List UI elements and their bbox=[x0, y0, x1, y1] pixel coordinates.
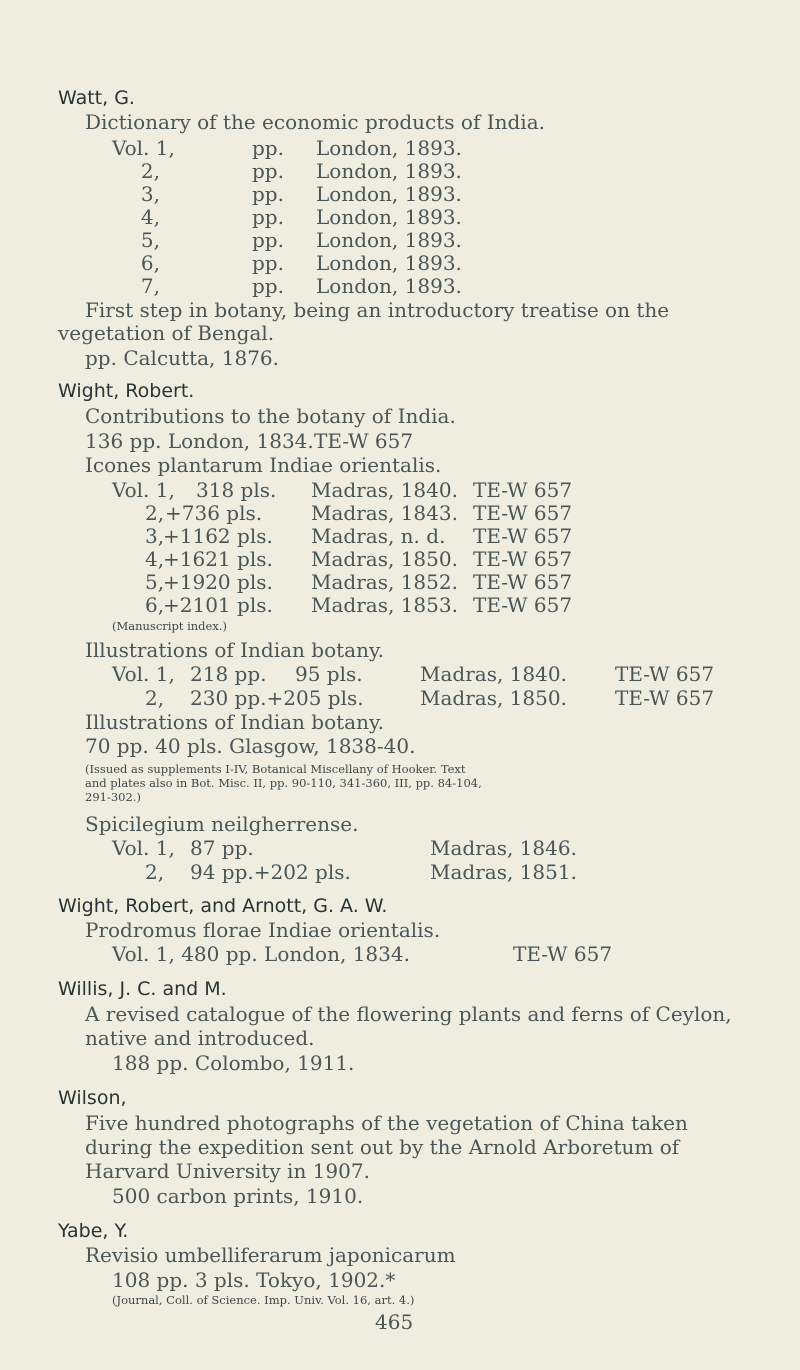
note: (Manuscript index.) bbox=[112, 619, 227, 633]
volume-number: 6, bbox=[145, 593, 165, 617]
entry-title: Illustrations of Indian botany. bbox=[85, 710, 384, 734]
call-number: TE-W 657 bbox=[513, 942, 613, 966]
imprint: pp. Calcutta, 1876. bbox=[85, 346, 279, 370]
plates: +736 pls. bbox=[165, 501, 263, 525]
plates: +1162 pls. bbox=[163, 524, 273, 548]
volume-number: 5, bbox=[145, 570, 165, 594]
plates: +1920 pls. bbox=[163, 570, 273, 594]
call-number: TE-W 657 bbox=[473, 547, 573, 571]
volume-number: 3, bbox=[145, 524, 165, 548]
call-number: TE-W 657 bbox=[473, 501, 573, 525]
pages-label: pp. bbox=[252, 159, 284, 183]
imprint: Madras, 1840. bbox=[311, 478, 458, 502]
call-number: TE-W 657 bbox=[615, 662, 715, 686]
pages-label: pp. bbox=[252, 136, 284, 160]
volume-number: 2, bbox=[145, 686, 165, 710]
volume-number: 5, bbox=[140, 228, 160, 252]
volume-number: 6, bbox=[140, 251, 160, 275]
call-number: TE-W 657 bbox=[473, 478, 573, 502]
entry-title: Icones plantarum Indiae orientalis. bbox=[85, 453, 442, 477]
entry-title-continued: Harvard University in 1907. bbox=[85, 1159, 370, 1183]
entry-title: Contributions to the botany of India. bbox=[85, 404, 456, 428]
pages: 87 pp. bbox=[190, 836, 254, 860]
volume-number: Vol. 1, bbox=[112, 478, 175, 502]
page-number: 465 bbox=[375, 1310, 414, 1334]
volume-number: 2, bbox=[145, 501, 165, 525]
volume-number: 3, bbox=[140, 182, 160, 206]
call-number: TE-W 657 bbox=[473, 524, 573, 548]
pages-label: pp. bbox=[252, 251, 284, 275]
entry-title-continued: during the expedition sent out by the Arnold Arboretum of bbox=[85, 1135, 680, 1159]
plates: 318 pls. bbox=[196, 478, 277, 502]
author-heading: Yabe, Y. bbox=[58, 1220, 129, 1242]
imprint: London, 1893. bbox=[316, 136, 462, 160]
pages-label: pp. bbox=[252, 228, 284, 252]
author-heading: Wight, Robert, and Arnott, G. A. W. bbox=[58, 895, 388, 917]
pages: 218 pp. bbox=[190, 662, 267, 686]
entry-title: Illustrations of Indian botany. bbox=[85, 638, 384, 662]
author-heading: Wilson, bbox=[58, 1087, 127, 1109]
note: (Issued as supplements I-IV, Botanical Miscellany of Hooker. Text bbox=[85, 762, 466, 776]
entry-title: Revisio umbelliferarum japonicarum bbox=[85, 1243, 456, 1267]
volume-number: 4, bbox=[145, 547, 165, 571]
author-heading: Willis, J. C. and M. bbox=[58, 978, 227, 1000]
imprint: 500 carbon prints, 1910. bbox=[112, 1184, 364, 1208]
entry-title: First step in botany, being an introductory treatise on the bbox=[85, 298, 670, 322]
imprint: 70 pp. 40 pls. Glasgow, 1838-40. bbox=[85, 734, 416, 758]
imprint: London, 1893. bbox=[316, 274, 462, 298]
imprint: 136 pp. London, 1834. bbox=[85, 429, 314, 453]
note: (Journal, Coll. of Science. Imp. Univ. Vol. 16, art. 4.) bbox=[112, 1293, 415, 1307]
imprint: London, 1893. bbox=[316, 251, 462, 275]
entry-title-continued: native and introduced. bbox=[85, 1026, 315, 1050]
imprint: Madras, n. d. bbox=[311, 524, 446, 548]
plates: +2101 pls. bbox=[163, 593, 273, 617]
call-number: TE-W 657 bbox=[473, 593, 573, 617]
volume-number: Vol. 1, bbox=[112, 136, 175, 160]
note: and plates also in Bot. Misc. II, pp. 90-110, 341-360, III, pp. 84-104, bbox=[85, 776, 482, 790]
imprint: Madras, 1851. bbox=[430, 860, 577, 884]
pages-label: pp. bbox=[252, 182, 284, 206]
pages: 230 pp.+205 pls. bbox=[190, 686, 364, 710]
imprint: Madras, 1846. bbox=[430, 836, 577, 860]
imprint: Madras, 1850. bbox=[420, 686, 567, 710]
volume-number: 4, bbox=[140, 205, 160, 229]
entry-title: Five hundred photographs of the vegetation of China taken bbox=[85, 1111, 688, 1135]
note: 291-302.) bbox=[85, 790, 141, 804]
author-heading: Wight, Robert. bbox=[58, 380, 195, 402]
entry-title: Spicilegium neilgherrense. bbox=[85, 812, 359, 836]
imprint: Madras, 1850. bbox=[311, 547, 458, 571]
volume-number: 2, bbox=[145, 860, 165, 884]
entry-title-continued: vegetation of Bengal. bbox=[58, 321, 275, 345]
entry-title: A revised catalogue of the flowering plants and ferns of Ceylon, bbox=[85, 1002, 732, 1026]
pages: 94 pp.+202 pls. bbox=[190, 860, 351, 884]
volume-number: 7, bbox=[140, 274, 160, 298]
volume-number: Vol. 1, bbox=[112, 662, 175, 686]
plates: +1621 pls. bbox=[163, 547, 273, 571]
imprint: Madras, 1843. bbox=[311, 501, 458, 525]
imprint: Madras, 1840. bbox=[420, 662, 567, 686]
imprint: London, 1893. bbox=[316, 182, 462, 206]
volume-number: 2, bbox=[140, 159, 160, 183]
author-heading: Watt, G. bbox=[58, 87, 135, 109]
volume-number: Vol. 1, bbox=[112, 836, 175, 860]
imprint: London, 1893. bbox=[316, 228, 462, 252]
call-number: TE-W 657 bbox=[314, 429, 414, 453]
imprint: Madras, 1853. bbox=[311, 593, 458, 617]
plates: 95 pls. bbox=[295, 662, 363, 686]
imprint: Vol. 1, 480 pp. London, 1834. bbox=[112, 942, 410, 966]
pages-label: pp. bbox=[252, 274, 284, 298]
entry-title: Dictionary of the economic products of India. bbox=[85, 110, 545, 134]
imprint: London, 1893. bbox=[316, 205, 462, 229]
imprint: Madras, 1852. bbox=[311, 570, 458, 594]
pages-label: pp. bbox=[252, 205, 284, 229]
call-number: TE-W 657 bbox=[615, 686, 715, 710]
imprint: London, 1893. bbox=[316, 159, 462, 183]
entry-title: Prodromus florae Indiae orientalis. bbox=[85, 918, 441, 942]
imprint: 108 pp. 3 pls. Tokyo, 1902.* bbox=[112, 1268, 396, 1292]
call-number: TE-W 657 bbox=[473, 570, 573, 594]
imprint: 188 pp. Colombo, 1911. bbox=[112, 1051, 355, 1075]
